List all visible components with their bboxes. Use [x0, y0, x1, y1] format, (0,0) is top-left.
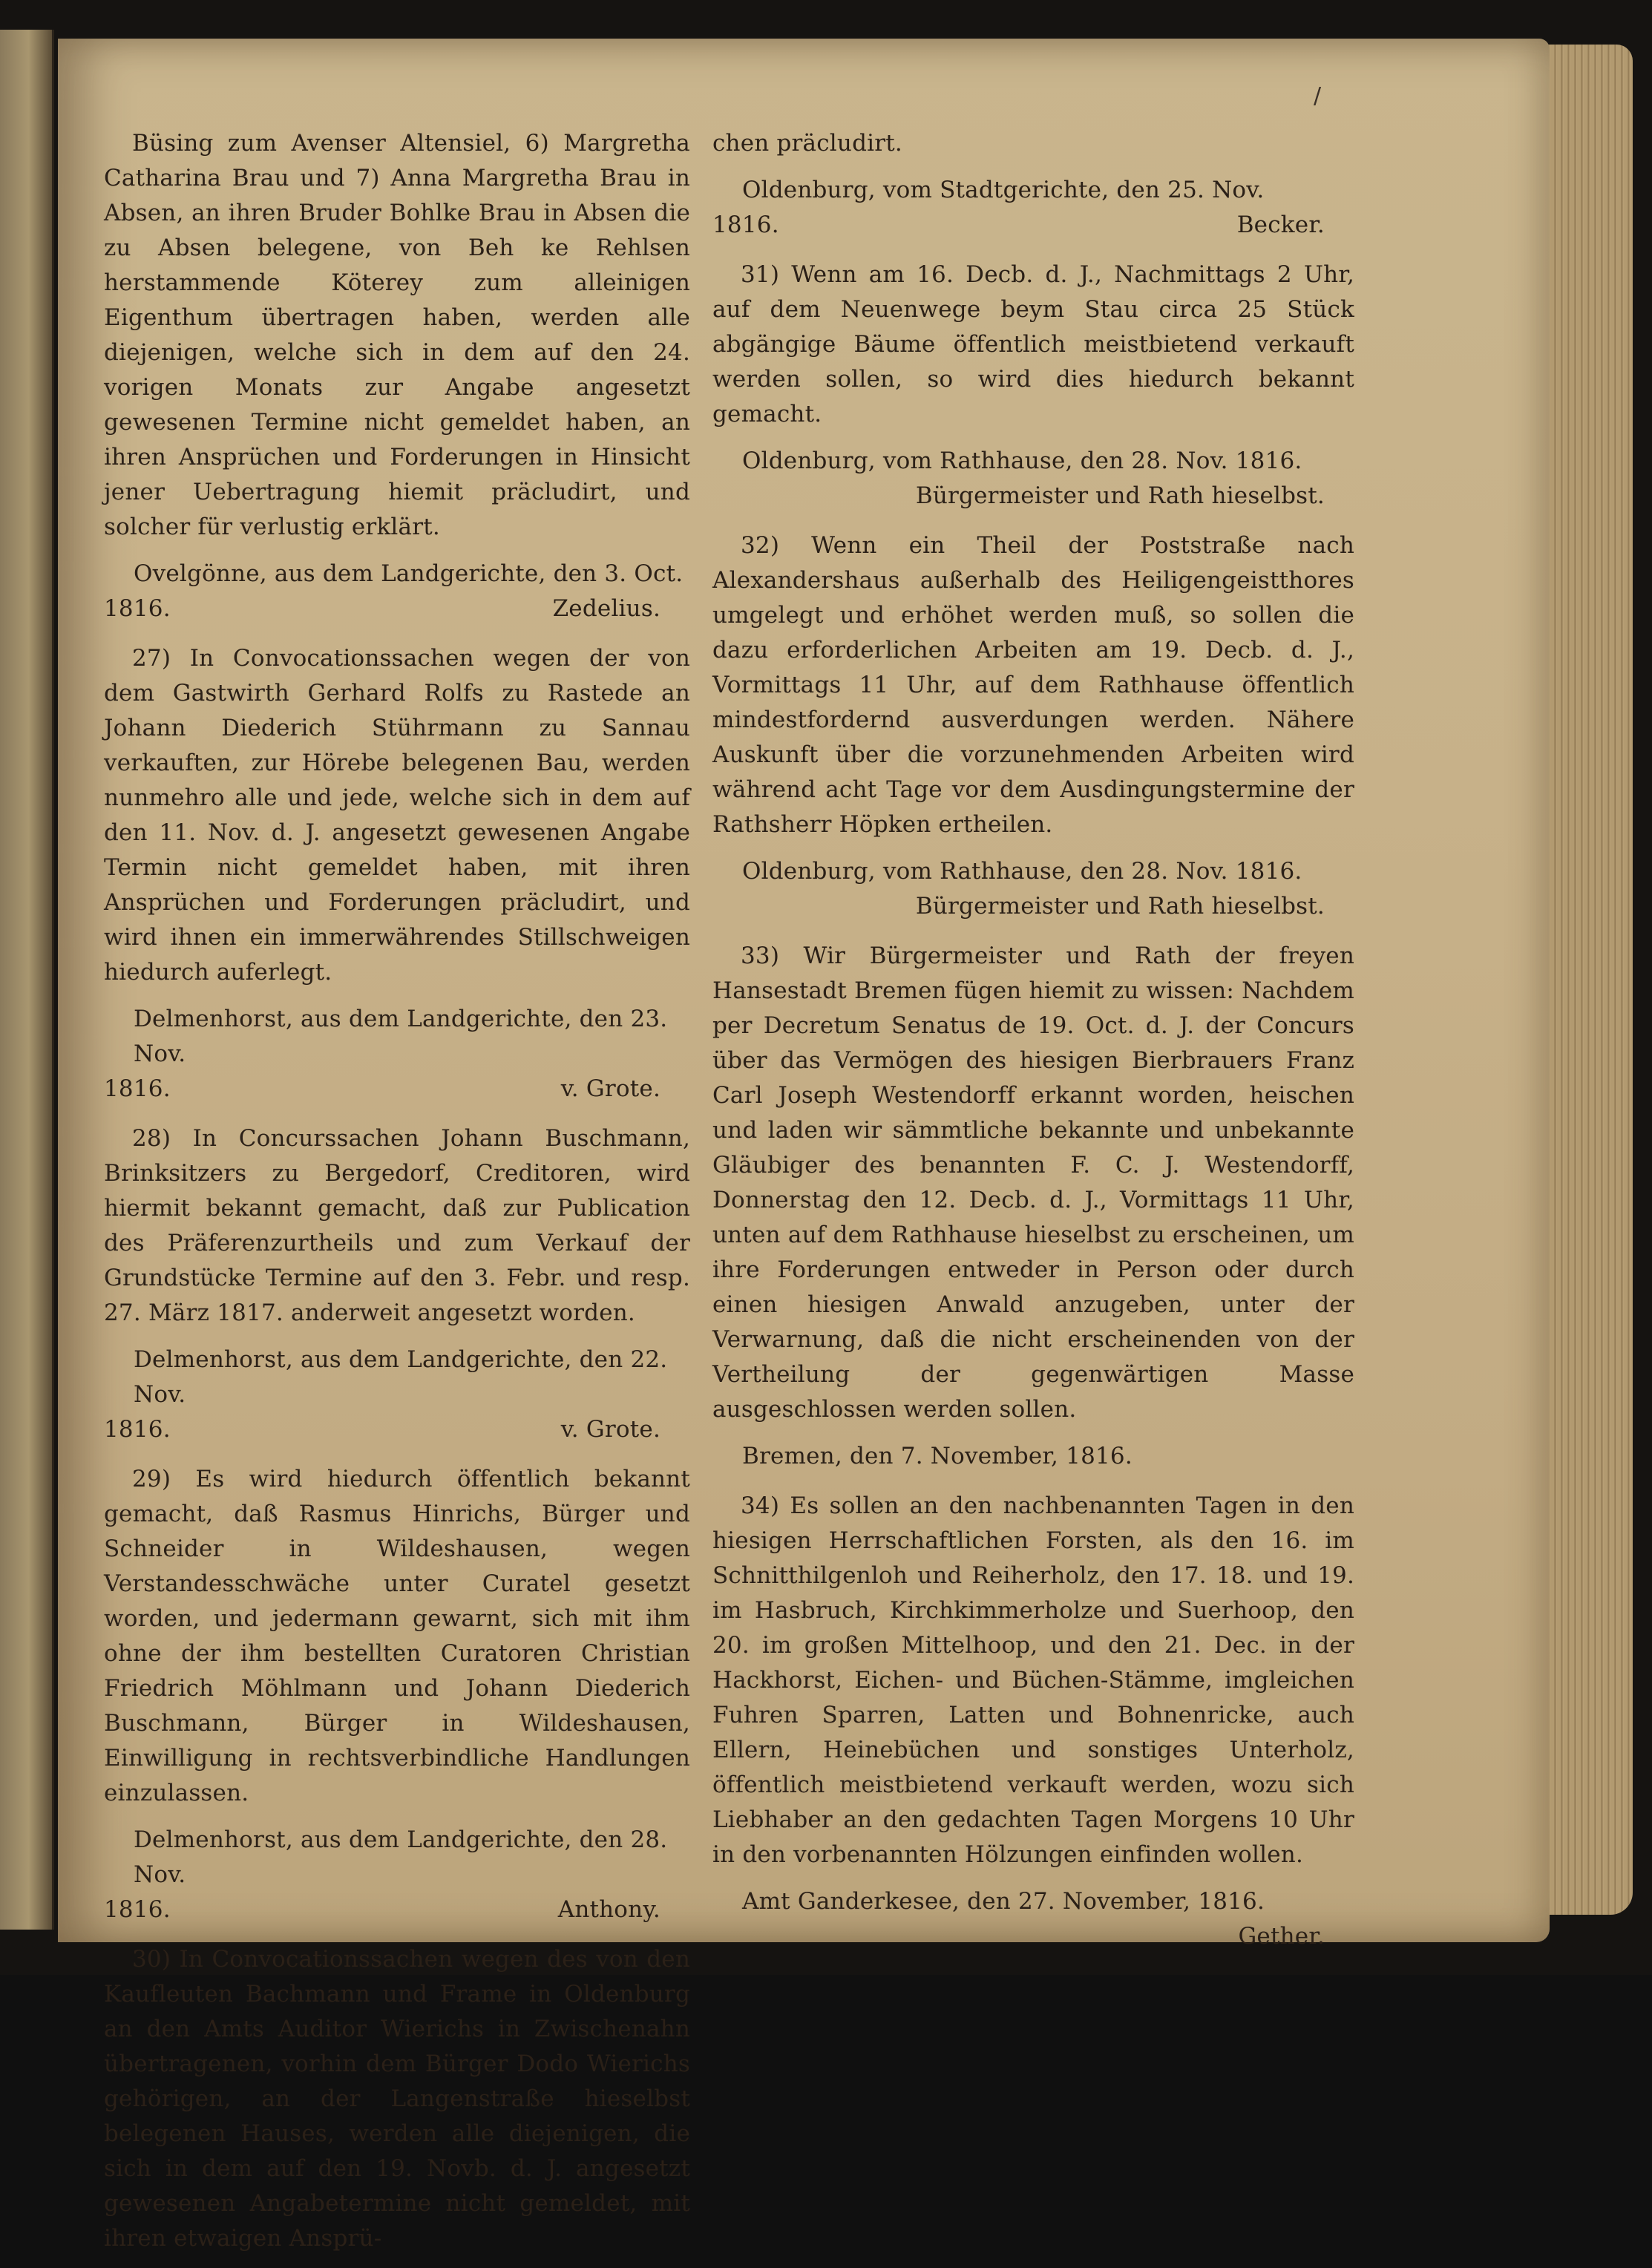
- signature-place-date: Oldenburg, vom Rathhause, den 28. Nov. 1816.: [742, 448, 1302, 474]
- signature-name: Zedelius.: [552, 595, 661, 622]
- notice-paragraph: 27) In Convocationssachen wegen der von dem Gastwirth Gerhard Rolfs zu Rastede an Johann Diederich Stührmann zu Sannau verkauften, zur Hörebe belegenen Bau, werden nunmehro alle und jede, welche sich in dem auf den 11. Nov. d. J. angesetzt gewesenen Angabe Termin nicht gemeldet haben, mit ihren Ansprüchen und Forderungen präcludirt, und wird ihnen ein immerwährendes Stillschweigen hiedurch auferlegt.: [104, 645, 690, 986]
- notice-paragraph: 29) Es wird hiedurch öffentlich bekannt gemacht, daß Rasmus Hinrichs, Bürger und Schneider in Wildeshausen, wegen Verstandesschwäche unter Curatel gesetzt worden, und jedermann gewarnt, sich mit ihm ohne der ihm bestellten Curatoren Christian Friedrich Möhlmann und Johann Diederich Buschmann, Bürger in Wildeshausen, Einwilligung in rechtsverbindliche Handlungen einzulassen.: [104, 1466, 690, 1806]
- notice-paragraph: 34) Es sollen an den nachbenannten Tagen in den hiesigen Herrschaftlichen Forsten, als den 16. im Schnitthilgenloh und Reiherholz, den 17. 18. und 19. im Hasbruch, Kirchkimmerholze und Suerhoop, den 20. im großen Mittelhoop, und den 21. Dec. in der Hackhorst, Eichen- und Büchen-Stämme, imgleichen Fuhren Sparren, Latten und Bohnenricke, auch Ellern, Heinebüchen und sonstiges Unterholz, öffentlich meistbietend verkauft werden, wozu sich Liebhaber an den gedachten Tagen Morgens 10 Uhr in den vorbenannten Hölzungen einfinden wollen.: [712, 1492, 1354, 1868]
- signature-place-date: Oldenburg, vom Rathhause, den 28. Nov. 1816.: [742, 858, 1302, 885]
- signature-year: 1816.: [104, 1075, 171, 1102]
- signature-name: Gether.: [1238, 1923, 1325, 1950]
- notice-paragraph: 33) Wir Bürgermeister und Rath der freyen Hansestadt Bremen fügen hiemit zu wissen: Nachdem per Decretum Senatus de 19. Oct. d. J. der Concurs über das Vermögen des hiesigen Bierbrauers Franz Carl Joseph Westendorff erkannt worden, heischen und laden wir sämmtliche bekannte und unbekannte Gläubiger des benannten F. C. J. Westendorff, Donnerstag den 12. Decb. d. J., Vormittags 11 Uhr, unten auf dem Rathhause hieselbst zu erscheinen, um ihre Forderungen entweder in Person oder durch einen hiesigen Anwald anzugeben, unter der Verwarnung, daß die nicht erscheinenden von der Vertheilung der gegenwärtigen Masse ausgeschlossen werden sollen.: [712, 943, 1354, 1423]
- notice-signature: [712, 444, 1354, 514]
- signature-place-date: Delmenhorst, aus dem Landgerichte, den 28. Nov.: [134, 1826, 668, 1888]
- signature-name: v. Grote.: [560, 1416, 661, 1443]
- facing-page-edge: [0, 30, 54, 1930]
- notice-paragraph: 30) In Convocationssachen wegen des von den Kaufleuten Bachmann und Frame in Oldenburg an den Amts Auditor Wierichs in Zwischenahn übertragenen, vorhin dem Bürger Dodo Wierichs gehörigen, an der Langenstraße hieselbst belegenen Hauses, werden alle diejenigen, die sich in dem auf den 19. Novb. d. J. angesetzt gewesenen Angabetermine nicht gemeldet, mit ihren etwaigen Ansprü-: [104, 1946, 690, 2252]
- pencil-mark: /: [1314, 83, 1322, 109]
- signature-year: 1816.: [104, 595, 171, 622]
- notice-paragraph: Büsing zum Avenser Altensiel, 6) Margretha Catharina Brau und 7) Anna Margretha Brau in Absen, an ihren Bruder Bohlke Brau in Absen die zu Absen belegene, von Beh ke Rehlsen herstammende Köterey zum alleinigen Eigenthum übertragen haben, werden alle diejenigen, welche sich in dem auf den 24. vorigen Monats zur Angabe angesetzt gewesenen Termine nicht gemeldet haben, an ihren Ansprüchen und Forderungen in Hinsicht jener Uebertragung hiemit präcludirt, und solcher für verlustig erklärt.: [104, 130, 690, 540]
- notice-signature: [712, 173, 1354, 243]
- notice-signature: [712, 854, 1354, 924]
- page-stack-edges: [1544, 45, 1633, 1915]
- notice-paragraph: chen präcludirt.: [712, 130, 902, 157]
- notice-signature: [104, 1343, 690, 1447]
- notice-paragraph: 31) Wenn am 16. Decb. d. J., Nachmittags 2 Uhr, auf dem Neuenwege beym Stau circa 25 Stück abgängige Bäume öffentlich meistbietend verkauft werden sollen, so wird dies hiedurch bekannt gemacht.: [712, 261, 1354, 427]
- notice-signature: [104, 1002, 690, 1107]
- signature-name: Becker.: [1236, 212, 1325, 238]
- signature-name: Anthony.: [557, 1896, 661, 1923]
- signature-place-date: Oldenburg, vom Stadtgerichte, den 25. Nov.: [742, 177, 1265, 203]
- signature-name: Bürgermeister und Rath hieselbst.: [915, 893, 1325, 920]
- notice-signature: [712, 1439, 1354, 1474]
- left-column: [104, 126, 690, 2268]
- right-column: [712, 126, 1354, 1969]
- signature-year: 1816.: [104, 1896, 171, 1923]
- signature-place-date: Delmenhorst, aus dem Landgerichte, den 22. Nov.: [134, 1346, 668, 1408]
- notice-signature: [104, 1823, 690, 1927]
- signature-name: v. Grote.: [560, 1075, 661, 1102]
- signature-place-date: Bremen, den 7. November, 1816.: [742, 1443, 1133, 1469]
- notice-signature: [104, 557, 690, 626]
- signature-year: 1816.: [104, 1416, 171, 1443]
- notice-paragraph: 32) Wenn ein Theil der Poststraße nach Alexandershaus außerhalb des Heiligengeistthores umgelegt und erhöhet werden muß, so sollen die dazu erforderlichen Arbeiten am 19. Decb. d. J., Vormittags 11 Uhr, auf dem Rathhause öffentlich mindestfordernd ausverdungen werden. Nähere Auskunft über die vorzunehmenden Arbeiten wird während acht Tage vor dem Ausdingungstermine der Rathsherr Höpken ertheilen.: [712, 532, 1354, 838]
- notice-paragraph: 28) In Concurssachen Johann Buschmann, Brinksitzers zu Bergedorf, Creditoren, wird hiermit bekannt gemacht, daß zur Publication des Präferenzurtheils und zum Verkauf der Grundstücke Termine auf den 3. Febr. und resp. 27. März 1817. anderweit angesetzt worden.: [104, 1125, 690, 1326]
- notice-signature: [712, 1884, 1354, 1954]
- signature-place-date: Delmenhorst, aus dem Landgerichte, den 23. Nov.: [134, 1006, 668, 1067]
- signature-year: 1816.: [712, 212, 779, 238]
- signature-place-date: Amt Ganderkesee, den 27. November, 1816.: [742, 1888, 1265, 1915]
- signature-name: Bürgermeister und Rath hieselbst.: [915, 482, 1325, 509]
- signature-place-date: Ovelgönne, aus dem Landgerichte, den 3. Oct.: [134, 560, 684, 587]
